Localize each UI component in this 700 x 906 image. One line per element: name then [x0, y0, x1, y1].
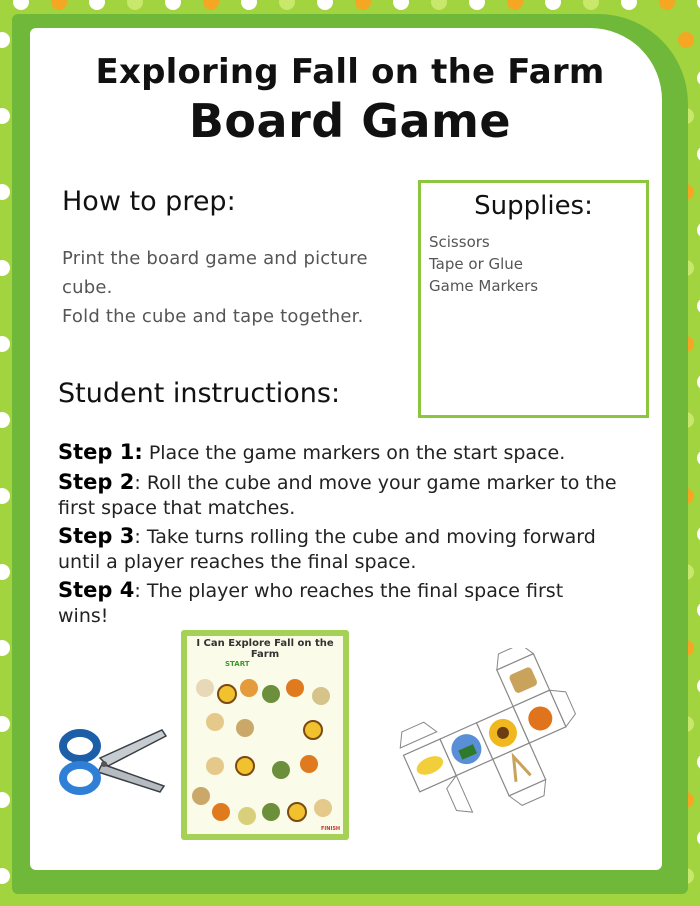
polka-dot [51, 0, 67, 10]
picture-cube-icon [390, 648, 646, 846]
polka-dot [0, 336, 10, 352]
polka-dot [0, 488, 10, 504]
supplies-heading: Supplies: [474, 191, 593, 221]
polka-dot [13, 0, 29, 10]
polka-dot [0, 868, 10, 884]
step-2-text-1: : Roll the cube and move your game marker to the [134, 472, 617, 494]
step-3-text-1: : Take turns rolling the cube and moving forward [134, 526, 596, 548]
polka-dot [241, 0, 257, 10]
step-4-text-1: : The player who reaches the final space first [134, 580, 564, 602]
polka-dot [89, 0, 105, 10]
polka-dot [393, 0, 409, 10]
polka-dot [203, 0, 219, 10]
polka-dot [165, 0, 181, 10]
prep-line-1: Print the board game and picture [62, 248, 368, 269]
student-instructions-heading: Student instructions: [58, 378, 341, 409]
board-game-preview [181, 630, 349, 840]
step-1-label: Step 1: [58, 440, 143, 464]
board-game-path-illustration [187, 636, 343, 834]
cube-faces [390, 654, 582, 829]
polka-dot [0, 260, 10, 276]
title-line-1: Exploring Fall on the Farm [95, 52, 605, 92]
title-line-2: Board Game [188, 94, 512, 148]
step-1-text: Place the game markers on the start space. [148, 442, 566, 464]
supplies-box [418, 180, 649, 418]
step-2-text-2: first space that matches. [58, 497, 296, 519]
prep-heading: How to prep: [62, 186, 236, 217]
path-spaces [192, 679, 332, 825]
supply-item-tape: Tape or Glue [429, 255, 524, 273]
polka-dot [621, 0, 637, 10]
polka-dot [469, 0, 485, 10]
board-finish-label: FINISH [321, 826, 341, 832]
polka-dot [0, 640, 10, 656]
board-game-sheet [187, 636, 343, 834]
step-4-text-2: wins! [58, 605, 109, 627]
step-2 [58, 470, 648, 521]
polka-dot [0, 184, 10, 200]
prep-line-2: cube. [62, 277, 113, 298]
polka-dot [507, 0, 523, 10]
polka-dot [279, 0, 295, 10]
step-4-label: Step 4 [58, 578, 135, 602]
step-1 [58, 440, 648, 466]
step-3 [58, 524, 648, 575]
step-2-label: Step 2 [58, 470, 135, 494]
polka-dot [0, 412, 10, 428]
step-3-label: Step 3 [58, 524, 135, 548]
polka-dot [545, 0, 561, 10]
scissors-icon [58, 720, 170, 802]
polka-dot [355, 0, 371, 10]
step-4 [58, 578, 648, 629]
polka-dot [0, 792, 10, 808]
supply-item-markers: Game Markers [429, 277, 539, 295]
board-start-label: START [225, 660, 250, 668]
polka-dot [127, 0, 143, 10]
polka-dot [0, 716, 10, 732]
polka-dot [0, 564, 10, 580]
prep-line-3: Fold the cube and tape together. [62, 306, 364, 327]
polka-dot [317, 0, 333, 10]
supply-item-scissors: Scissors [429, 233, 490, 251]
board-game-title: I Can Explore Fall on the Farm [196, 638, 334, 660]
polka-dot [678, 32, 694, 48]
polka-dot [431, 0, 447, 10]
polka-dot [0, 32, 10, 48]
polka-dot [659, 0, 675, 10]
polka-dot [583, 0, 599, 10]
step-3-text-2: until a player reaches the final space. [58, 551, 417, 573]
